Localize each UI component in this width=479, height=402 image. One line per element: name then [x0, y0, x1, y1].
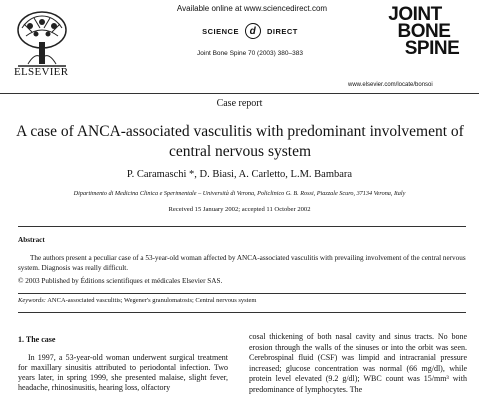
sciencedirect-logo[interactable] — [170, 22, 330, 40]
keywords-bottom-divider — [18, 312, 466, 313]
header-divider — [0, 93, 479, 94]
sd-right-text: DIRECT — [266, 26, 298, 36]
abstract-top-divider — [18, 226, 466, 227]
abstract-text: The authors present a peculiar case of a 53-year-old woman affected by ANCA-associated vasculitis with prevailing involvement of the central nervous system. Diagnosis was really difficult. — [18, 254, 466, 272]
article-title: A case of ANCA-associated vasculitis with predominant involvement of central nervous system — [16, 123, 464, 160]
article-authors[interactable]: P. Caramaschi *, D. Biasi, A. Carletto, L.M. Bambara — [126, 169, 353, 180]
body-column-left — [18, 353, 228, 393]
body-column-right: cosal thickening of both nasal cavity and sinus tracts. No bone erosion through the walls of the sinuses or into the orbit was seen. Cerebrospinal fluid (CSF) was limpid and intracranial pressure increased; glucose concentration was normal (66 mg/dl), while protein level elevated (9.2 g/dl); WBC count was 15/mm³ with predominance of lymphocytes. The — [249, 332, 467, 394]
received-dates: Received 15 January 2002; accepted 11 October 2002 — [168, 206, 311, 213]
journal-logo-line1: JOINT — [388, 4, 442, 25]
journal-logo-line2: BONE — [397, 21, 451, 42]
keywords-label: Keywords: — [18, 297, 46, 304]
sd-left-text: SCIENCE — [202, 26, 239, 36]
abstract-heading: Abstract — [18, 236, 45, 244]
journal-reference: Joint Bone Spine 70 (2003) 380–383 — [197, 50, 303, 57]
keywords-top-divider — [18, 293, 466, 294]
article-type: Case report — [216, 98, 263, 109]
body-paragraph: In 1997, a 53-year-old woman underwent surgical treatment for maxillary sinusitis attributed to periodontal infection. Two years later, in spring 1999, she presented malaise, slight fever, headache, rhinosinusitis, hearing loss, olfactory — [18, 353, 228, 392]
journal-logo-line3: SPINE — [404, 38, 460, 59]
available-online[interactable]: Available online at www.sciencedirect.com — [176, 4, 328, 13]
journal-logo — [362, 6, 468, 57]
journal-url[interactable]: www.elsevier.com/locate/bonsoi — [348, 82, 433, 88]
copyright-notice: © 2003 Published by Éditions scientifiques et médicales Elsevier SAS. — [18, 277, 223, 285]
keywords-text: ANCA-associated vasculitis; Wegener's granulomatosis; Central nervous system — [47, 297, 257, 304]
sd-at-icon: d — [245, 23, 261, 39]
article-affiliation: Dipartimento di Medicina Clinica e Sperimentale – Università di Verona, Policlinico G. B. Rossi, Piazzale Scuro, 37134 Verona, Italy — [73, 190, 406, 197]
elsevier-tree-logo — [14, 10, 70, 70]
publisher-name: ELSEVIER — [14, 66, 69, 78]
section-heading: 1. The case — [18, 335, 56, 344]
keywords-line — [18, 297, 256, 304]
